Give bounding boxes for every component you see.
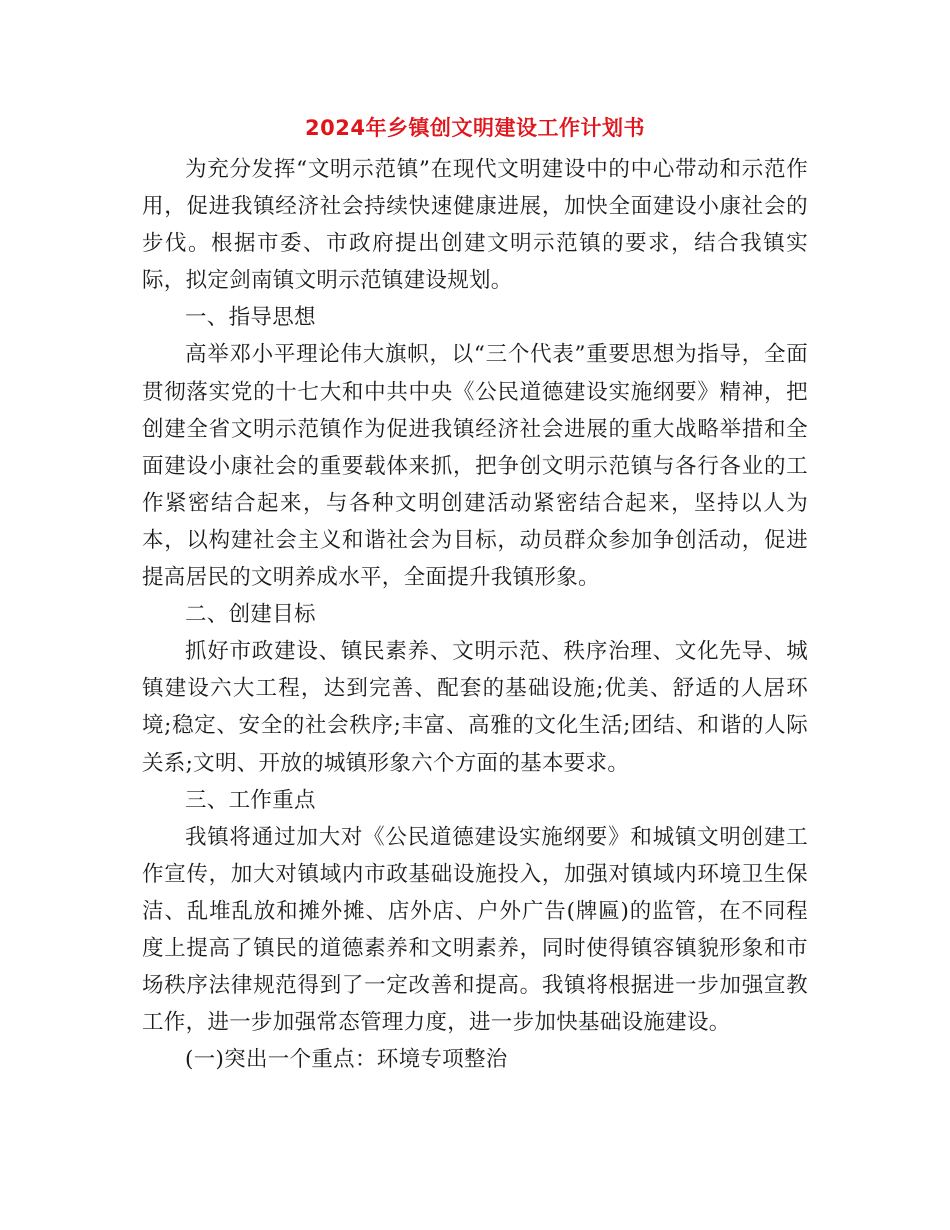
section-heading-goals: 二、创建目标 [185, 602, 316, 628]
document-body [142, 151, 808, 1078]
subsection-heading-environment: (一)突出一个重点：环境专项整治 [185, 1047, 508, 1073]
paragraph-goals: 抓好市政建设、镇民素养、文明示范、秩序治理、文化先导、城镇建设六大工程，达到完善、配套的基础设施;优美、舒适的人居环境;稳定、安全的社会秩序;丰富、高雅的文化生活;团结、和谐的人际关系;文明、开放的城镇形象六个方面的基本要求。 [142, 639, 808, 776]
paragraph-intro: 为充分发挥“文明示范镇”在现代文明建设中的中心带动和示范作用，促进我镇经济社会持续快速健康进展，加快全面建设小康社会的步伐。根据市委、市政府提出创建文明示范镇的要求，结合我镇实际，拟定剑南镇文明示范镇建设规划。 [142, 157, 808, 294]
paragraph-guiding-ideology: 高举邓小平理论伟大旗帜，以“三个代表”重要思想为指导，全面贯彻落实党的十七大和中共中央《公民道德建设实施纲要》精神，把创建全省文明示范镇作为促进我镇经济社会进展的重大战略举措和全面建设小康社会的重要载体来抓，把争创文明示范镇与各行各业的工作紧密结合起来，与各种文明创建活动紧密结合起来，坚持以人为本，以构建社会主义和谐社会为目标，动员群众参加争创活动，促进提高居民的文明养成水平，全面提升我镇形象。 [142, 342, 808, 591]
section-heading-work-focus: 三、工作重点 [185, 787, 316, 813]
paragraph-work-focus: 我镇将通过加大对《公民道德建设实施纲要》和城镇文明创建工作宣传，加大对镇域内市政基础设施投入，加强对镇域内环境卫生保洁、乱堆乱放和摊外摊、店外店、户外广告(牌匾)的监管，在不同程度上提高了镇民的道德素养和文明素养，同时使得镇容镇貌形象和市场秩序法律规范得到了一定改善和提高。我镇将根据进一步加强宣教工作，进一步加强常态管理力度，进一步加快基础设施建设。 [142, 824, 808, 1036]
document-title: 2024年乡镇创文明建设工作计划书 [305, 116, 645, 140]
section-heading-guiding-ideology: 一、指导思想 [185, 305, 316, 331]
